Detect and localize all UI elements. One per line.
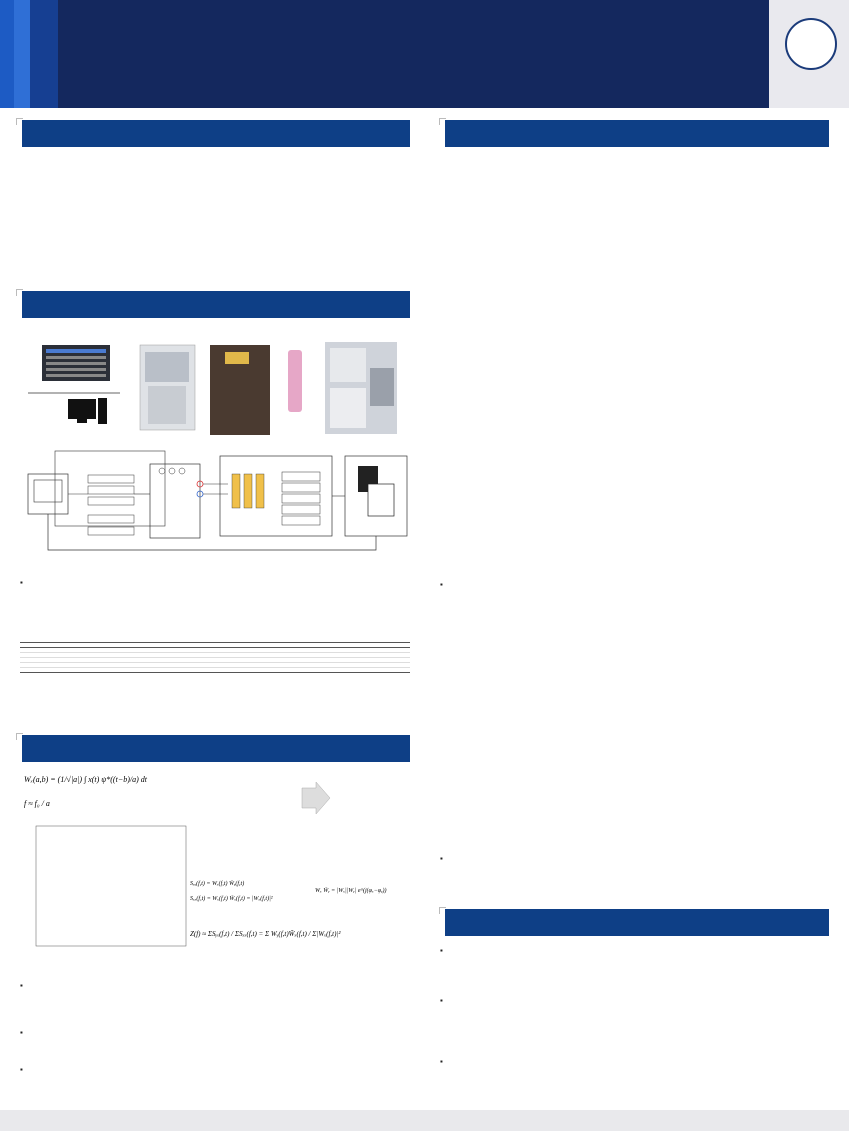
arrow-icon xyxy=(302,782,330,814)
trend-charts xyxy=(436,614,836,836)
footer xyxy=(0,1110,849,1131)
battery-cell-photo xyxy=(288,350,302,412)
battery-cycler-box xyxy=(150,464,200,538)
pc-icon xyxy=(68,399,96,419)
flowchart-svg xyxy=(20,324,412,564)
wavelet-equation: Wₓ(a,b) = (1/√|a|) ∫ x(t) ψ*((t−b)/a) dt xyxy=(24,775,147,784)
results-heading xyxy=(445,120,829,147)
methodology-heading xyxy=(22,735,410,762)
fig2-methodology xyxy=(20,768,412,958)
methodology-svg xyxy=(20,768,412,958)
auto-spectral-eq: Sₓₓ(f,t) = Wₓ(f,t) W̄ₓ(f,t) = |Wₓ(f,t)|² xyxy=(190,896,273,902)
cross-spectral-eq: Sₓᵧ(f,t) = Wₓ(f,t) W̄ᵧ(f,t) xyxy=(190,881,245,887)
acquisition-heading xyxy=(22,291,410,318)
table-row xyxy=(20,668,410,673)
header-stripe xyxy=(0,0,58,108)
abstract-heading xyxy=(22,120,410,147)
fig1-flowchart xyxy=(20,324,412,564)
frequency-equation: f ≈ f₀ / a xyxy=(24,799,50,808)
phase-eq: Wₓ W̄ᵧ = |Wₓ||Wᵧ| e^(j(φₓ−φᵧ)) xyxy=(315,888,387,894)
nyquist-charts xyxy=(436,150,836,552)
impedance-eq: Z(f) ≈ ΣSᵧₓ(f,t) / ΣSₓₓ(f,t) = Σ Wᵧ(f,t)W̄ₓ(f,t) / Σ|Wₓ(f,t)|² xyxy=(190,930,341,938)
battery-spec-table xyxy=(20,642,410,673)
author-block xyxy=(531,44,761,45)
kaist-logo xyxy=(785,18,837,70)
conclusion-heading xyxy=(445,909,829,936)
document-icon xyxy=(368,484,394,516)
poster-header xyxy=(0,0,849,108)
morlet-wavelet-plot xyxy=(36,826,186,946)
